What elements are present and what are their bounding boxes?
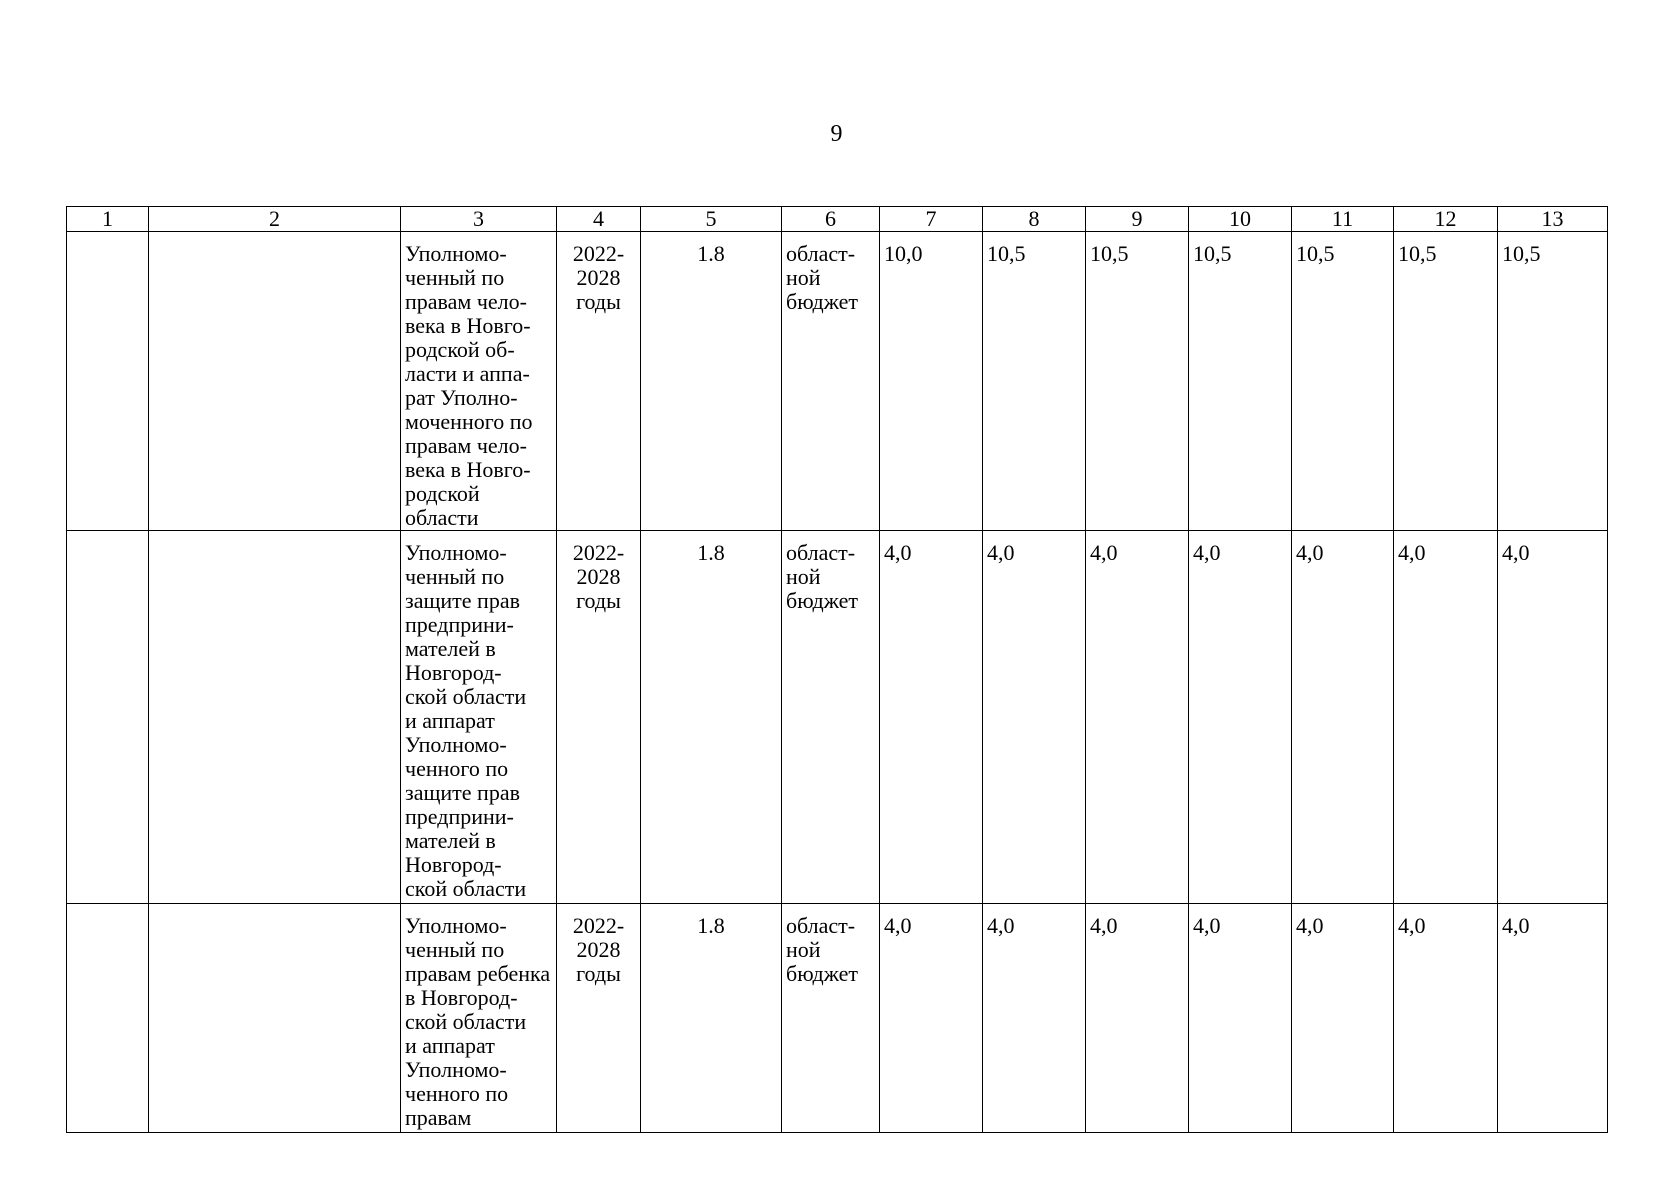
table-row bbox=[67, 904, 1608, 1133]
column-header-11: 11 bbox=[1292, 207, 1394, 232]
executor-cell: Уполномо- ченный по защите прав предприни- мателей в Новгород- ской области и аппарат Уполномо- ченного по защите прав предприни- мателей в Новгород- ской области bbox=[401, 531, 557, 904]
value-cell-7: 4,0 bbox=[880, 531, 983, 904]
value-cell-8: 4,0 bbox=[983, 904, 1086, 1133]
column-header-3: 3 bbox=[401, 207, 557, 232]
value-cell-9: 10,5 bbox=[1086, 232, 1189, 531]
cell-col1 bbox=[67, 531, 149, 904]
executor-cell: Уполномо- ченный по правам ребенка в Новгород- ской области и аппарат Уполномо- ченного по правам bbox=[401, 904, 557, 1133]
value-cell-12: 4,0 bbox=[1394, 904, 1498, 1133]
table-row bbox=[67, 232, 1608, 531]
cell-col2 bbox=[149, 232, 401, 531]
column-header-12: 12 bbox=[1394, 207, 1498, 232]
page-number: 9 bbox=[830, 121, 843, 147]
executor-cell: Уполномо- ченный по правам чело- века в Новго- родской об- ласти и аппа- рат Уполно- моченного по правам чело- века в Новго- родской области bbox=[401, 232, 557, 531]
column-header-13: 13 bbox=[1498, 207, 1608, 232]
column-header-4: 4 bbox=[557, 207, 641, 232]
value-cell-11: 4,0 bbox=[1292, 531, 1394, 904]
value-cell-10: 4,0 bbox=[1189, 531, 1292, 904]
value-cell-7: 10,0 bbox=[880, 232, 983, 531]
cell-col1 bbox=[67, 232, 149, 531]
column-header-1: 1 bbox=[67, 207, 149, 232]
cell-col2 bbox=[149, 904, 401, 1133]
target-cell: 1.8 bbox=[641, 904, 782, 1133]
value-cell-10: 4,0 bbox=[1189, 904, 1292, 1133]
value-cell-7: 4,0 bbox=[880, 904, 983, 1133]
value-cell-13: 4,0 bbox=[1498, 904, 1608, 1133]
table-row bbox=[67, 531, 1608, 904]
column-header-7: 7 bbox=[880, 207, 983, 232]
column-header-9: 9 bbox=[1086, 207, 1189, 232]
value-cell-8: 4,0 bbox=[983, 531, 1086, 904]
column-header-6: 6 bbox=[782, 207, 880, 232]
value-cell-10: 10,5 bbox=[1189, 232, 1292, 531]
column-header-5: 5 bbox=[641, 207, 782, 232]
cell-col2 bbox=[149, 531, 401, 904]
value-cell-9: 4,0 bbox=[1086, 904, 1189, 1133]
value-cell-8: 10,5 bbox=[983, 232, 1086, 531]
funding-source-cell: област- ной бюджет bbox=[782, 531, 880, 904]
value-cell-11: 10,5 bbox=[1292, 232, 1394, 531]
column-number-header-row bbox=[67, 207, 1608, 232]
column-header-2: 2 bbox=[149, 207, 401, 232]
value-cell-13: 4,0 bbox=[1498, 531, 1608, 904]
column-header-10: 10 bbox=[1189, 207, 1292, 232]
column-header-8: 8 bbox=[983, 207, 1086, 232]
value-cell-11: 4,0 bbox=[1292, 904, 1394, 1133]
value-cell-13: 10,5 bbox=[1498, 232, 1608, 531]
funding-table bbox=[66, 206, 1608, 1133]
target-cell: 1.8 bbox=[641, 232, 782, 531]
target-cell: 1.8 bbox=[641, 531, 782, 904]
period-cell: 2022- 2028 годы bbox=[557, 531, 641, 904]
value-cell-12: 10,5 bbox=[1394, 232, 1498, 531]
funding-source-cell: област- ной бюджет bbox=[782, 232, 880, 531]
value-cell-12: 4,0 bbox=[1394, 531, 1498, 904]
period-cell: 2022- 2028 годы bbox=[557, 904, 641, 1133]
period-cell: 2022- 2028 годы bbox=[557, 232, 641, 531]
funding-source-cell: област- ной бюджет bbox=[782, 904, 880, 1133]
cell-col1 bbox=[67, 904, 149, 1133]
value-cell-9: 4,0 bbox=[1086, 531, 1189, 904]
